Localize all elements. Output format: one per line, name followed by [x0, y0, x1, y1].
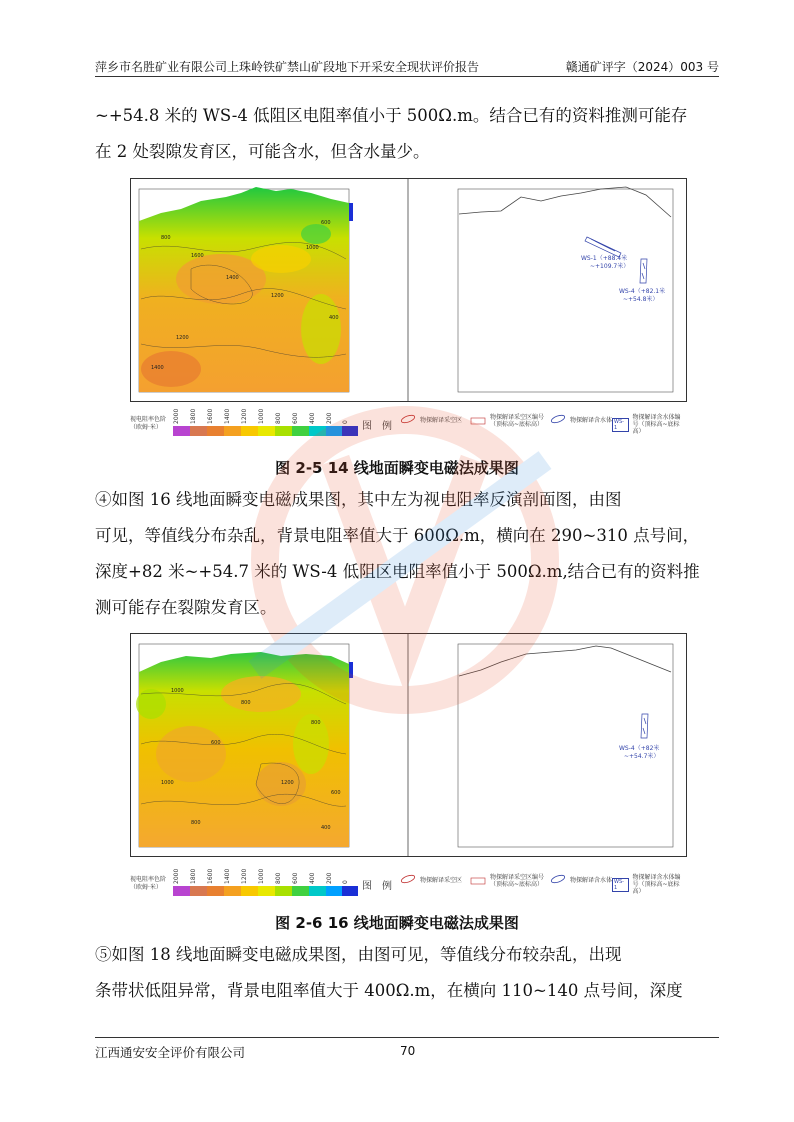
contour-label: 1000	[161, 780, 174, 786]
scale-tick: 1200	[241, 868, 248, 884]
contour-label: 600	[331, 790, 341, 796]
terrain-profile	[459, 646, 671, 676]
scale-tick: 0	[342, 420, 349, 424]
contour-label: 1000	[171, 688, 184, 694]
scale-tick: 1800	[190, 408, 197, 424]
text-line: 可见，等值线分布杂乱，背景电阻率值大于 600Ω.m，横向在 290~310 点号间，	[95, 526, 700, 545]
legend-item	[470, 414, 550, 428]
ws4-label: WS-4（+82.1米	[619, 288, 666, 295]
contour-label: 1400	[151, 365, 164, 371]
goaf-tag-icon	[470, 876, 486, 886]
text-line: 测可能存在裂隙发育区。	[95, 598, 277, 617]
legend-item-label: 物探解译含水体	[570, 876, 613, 884]
page-header	[95, 56, 719, 77]
scale-tick: 200	[326, 412, 333, 424]
legend-item	[550, 414, 612, 424]
legend-item	[550, 874, 612, 884]
scale-tick: 1200	[241, 408, 248, 424]
goaf-icon	[400, 874, 416, 884]
scale-tick: 800	[275, 872, 282, 884]
contour-label: 1200	[176, 335, 189, 341]
scale-tick: 0	[342, 880, 349, 884]
legend-item-label: 物探解译采空区	[420, 416, 463, 424]
legend-item-label: 物探解译采空区	[420, 876, 463, 884]
scale-tick: 200	[326, 872, 333, 884]
scale-tick: 600	[292, 412, 299, 424]
text-line: 条带状低阻异常，背景电阻率值大于 400Ω.m，在横向 110~140 点号间，深度	[95, 981, 683, 1000]
scale-tick: 400	[309, 412, 316, 424]
contour-label: 1600	[191, 253, 204, 259]
ws4-label: ~+54.8米）	[623, 296, 659, 303]
scale-tick: 400	[309, 872, 316, 884]
water-body-icon	[550, 874, 566, 884]
figure-2-5	[130, 178, 687, 402]
legend-item-label: 物探解译采空区编号（顶标高~底标高）	[490, 874, 545, 888]
water-tag-icon: WS-1	[612, 418, 629, 432]
legend-item	[612, 874, 685, 895]
contour-label: 800	[161, 235, 171, 241]
figure-2-5-caption: 图 2-5 14 线地面瞬变电磁法成果图	[275, 459, 519, 477]
legend-item	[400, 414, 462, 424]
legend-fig2	[130, 868, 685, 896]
goaf-icon	[400, 414, 416, 424]
terrain-profile	[459, 187, 671, 217]
scale-tick: 1000	[258, 868, 265, 884]
legend-item-label: 物探解译含水体编号（顶标高~底标高）	[632, 874, 681, 895]
page-number: 70	[400, 1044, 416, 1058]
scale-tick: 1000	[258, 408, 265, 424]
contour-label: 800	[311, 720, 321, 726]
color-scale	[173, 408, 358, 436]
legend-item-label: 物探解译采空区编号（顶标高~底标高）	[490, 414, 545, 428]
figure-2-6	[130, 633, 687, 857]
contour-label: 1000	[306, 245, 319, 251]
scale-tick: 2000	[173, 868, 180, 884]
intro-paragraph	[95, 98, 720, 170]
goaf-tag-icon	[470, 416, 486, 426]
header-report-number: 赣通矿评字（2024）003 号	[565, 59, 719, 74]
figure-2-5-plot	[131, 179, 686, 401]
footer-company: 江西通安安全评价有限公司	[95, 1045, 246, 1060]
contour-label: 1200	[281, 780, 294, 786]
contour-label: 1400	[226, 275, 239, 281]
ws1-label: WS-1（+88.4米	[581, 255, 628, 262]
legend-item	[470, 874, 550, 888]
contour-label: 600	[211, 740, 221, 746]
contour-label: 1200	[271, 293, 284, 299]
scale-tick: 1800	[190, 868, 197, 884]
legend-label: 视电阻率色阶（欧姆·米）	[130, 416, 167, 431]
legend-fig1	[130, 408, 685, 436]
legend-label: 视电阻率色阶（欧姆·米）	[130, 876, 167, 891]
color-scale	[173, 868, 358, 896]
page-footer	[95, 1037, 719, 1061]
scale-tick: 1600	[207, 868, 214, 884]
contour-label: 800	[191, 820, 201, 826]
text-line: 在 2 处裂隙发育区，可能含水，但含水量少。	[95, 142, 430, 161]
figure-2-6-plot	[131, 634, 686, 856]
contour-label: 400	[321, 825, 331, 831]
text-line: ④如图 16 线地面瞬变电磁成果图，其中左为视电阻率反演剖面图，由图	[95, 490, 622, 509]
text-line: ~+54.8 米的 WS-4 低阻区电阻率值小于 500Ω.m。结合已有的资料推测可能存	[95, 106, 688, 125]
scale-tick: 600	[292, 872, 299, 884]
water-body-ws1	[585, 237, 621, 257]
contour-label: 800	[241, 700, 251, 706]
text-line: ⑤如图 18 线地面瞬变电磁成果图，由图可见，等值线分布较杂乱，出现	[95, 945, 622, 964]
water-body-icon	[550, 414, 566, 424]
text-line: 深度+82 米~+54.7 米的 WS-4 低阻区电阻率值小于 500Ω.m,结合已有的资料推	[95, 562, 700, 581]
ws4-label: ~+54.7米）	[624, 753, 660, 760]
legend-item-label: 物探解译含水体编号（顶标高~底标高）	[632, 414, 681, 435]
ws1-label: ~+109.7米）	[590, 263, 630, 270]
contour-label: 400	[329, 315, 339, 321]
ws4-label: WS-4（+82米	[619, 745, 660, 752]
legend-item-label: 物探解译含水体	[570, 416, 613, 424]
contour-label: 600	[321, 220, 331, 226]
paragraph-line-16	[95, 482, 720, 626]
legend-item	[400, 874, 462, 884]
scale-tick: 1400	[224, 868, 231, 884]
water-body-ws4	[641, 714, 648, 738]
scale-tick: 1400	[224, 408, 231, 424]
legend-item	[612, 414, 685, 435]
header-report-title: 萍乡市名胜矿业有限公司上珠岭铁矿禁山矿段地下开采安全现状评价报告	[95, 59, 480, 74]
scale-tick: 800	[275, 412, 282, 424]
paragraph-line-18	[95, 937, 720, 1009]
water-tag-icon: WS-1	[612, 878, 629, 892]
water-body-ws4	[640, 259, 647, 283]
legend-title: 图 例	[362, 881, 392, 892]
scale-tick: 1600	[207, 408, 214, 424]
figure-2-6-caption: 图 2-6 16 线地面瞬变电磁法成果图	[275, 914, 519, 932]
legend-title: 图 例	[362, 421, 392, 432]
scale-tick: 2000	[173, 408, 180, 424]
